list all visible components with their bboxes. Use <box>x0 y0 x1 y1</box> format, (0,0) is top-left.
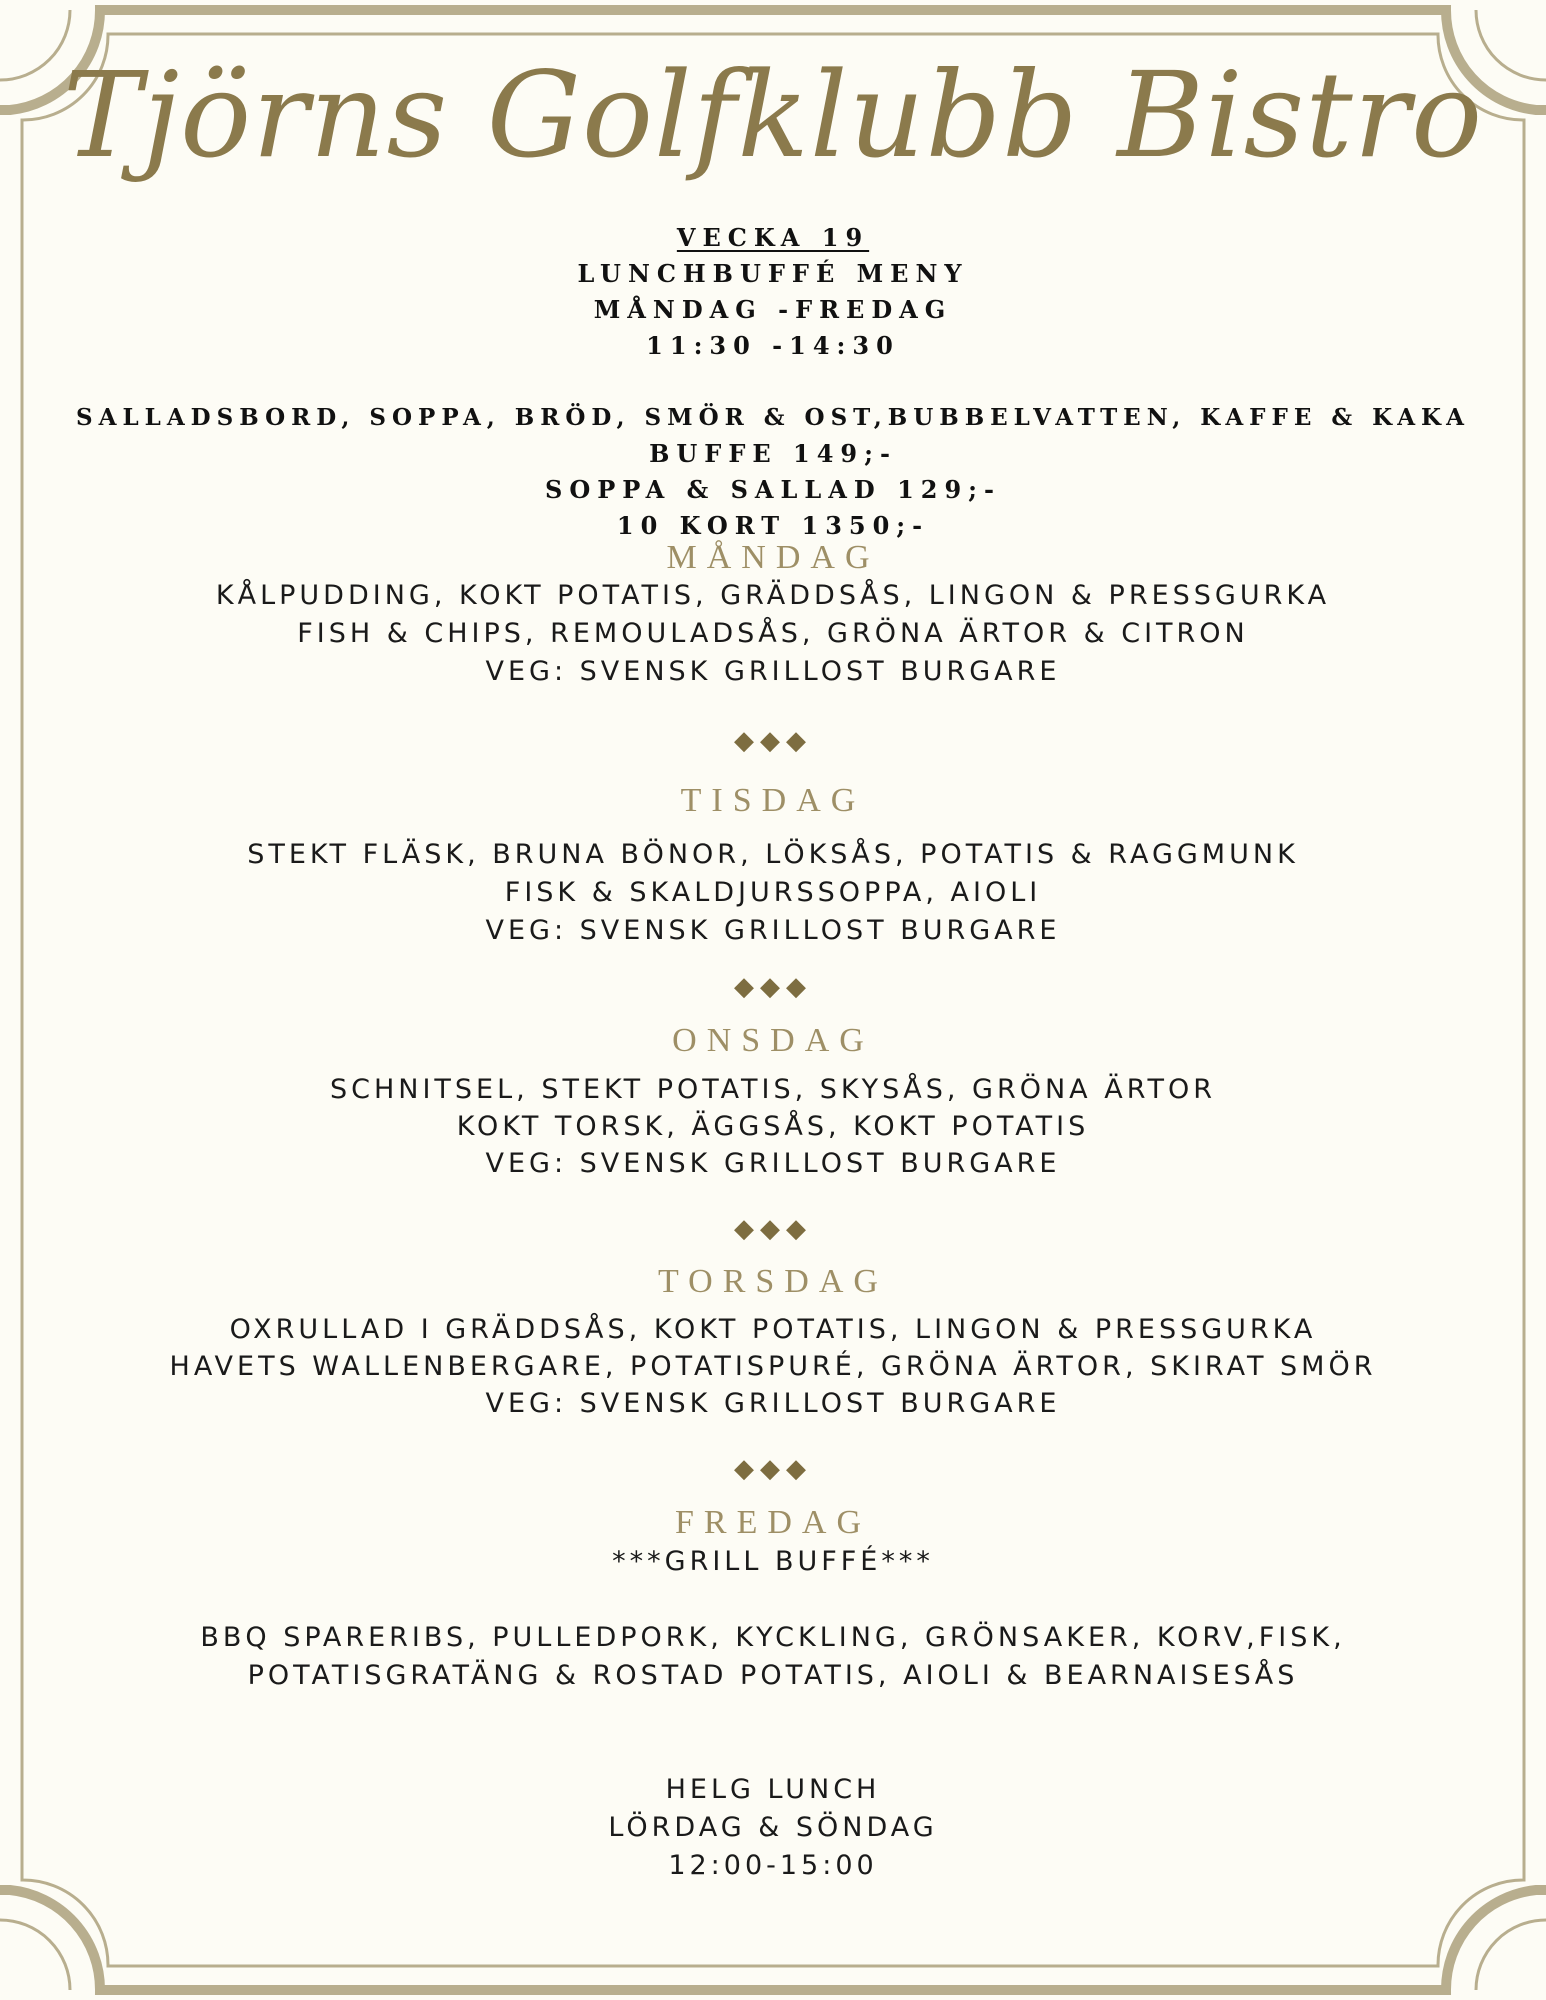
dish-thursday-veg: VEG: SVENSK GRILLOST BURGARE <box>485 1388 1061 1419</box>
dish-friday-1: BBQ SPARERIBS, PULLEDPORK, KYCKLING, GRÖNSAKER, KORV,FISK, <box>200 1622 1346 1653</box>
restaurant-title: Tjörns Golfklubb Bistro <box>62 46 1484 184</box>
dish-tuesday-1: STEKT FLÄSK, BRUNA BÖNOR, LÖKSÅS, POTATIS & RAGGMUNK <box>247 839 1299 870</box>
buffet-includes: SALLADSBORD, SOPPA, BRÖD, SMÖR & OST,BUBBELVATTEN, KAFFE & KAKA <box>76 404 1470 431</box>
dish-wednesday-2: KOKT TORSK, ÄGGSÅS, KOKT POTATIS <box>456 1111 1090 1142</box>
dish-monday-veg: VEG: SVENSK GRILLOST BURGARE <box>485 656 1061 687</box>
dish-wednesday-veg: VEG: SVENSK GRILLOST BURGARE <box>485 1148 1061 1179</box>
day-heading-tuesday: TISDAG <box>680 782 866 819</box>
dish-friday-2: POTATISGRATÄNG & ROSTAD POTATIS, AIOLI & BEARNAISESÅS <box>247 1660 1299 1691</box>
diamond-divider: ◆◆◆ <box>734 726 812 756</box>
dish-tuesday-veg: VEG: SVENSK GRILLOST BURGARE <box>485 915 1061 946</box>
diamond-divider: ◆◆◆ <box>734 972 812 1002</box>
dish-tuesday-2: FISK & SKALDJURSSOPPA, AIOLI <box>504 877 1042 908</box>
diamond-divider: ◆◆◆ <box>734 1454 812 1484</box>
price-buffe: BUFFE 149;- <box>649 439 897 468</box>
diamond-divider: ◆◆◆ <box>734 1214 812 1244</box>
day-heading-thursday: TORSDAG <box>658 1263 888 1300</box>
menu-days: MÅNDAG -FREDAG <box>593 295 953 324</box>
dish-thursday-2: HAVETS WALLENBERGARE, POTATISPURÉ, GRÖNA ÄRTOR, SKIRAT SMÖR <box>169 1351 1377 1382</box>
dish-wednesday-1: SCHNITSEL, STEKT POTATIS, SKYSÅS, GRÖNA ÄRTOR <box>329 1074 1217 1105</box>
dish-monday-1: KÅLPUDDING, KOKT POTATIS, GRÄDDSÅS, LINGON & PRESSGURKA <box>215 580 1331 611</box>
menu-hours: 11:30 -14:30 <box>646 331 900 360</box>
dish-thursday-1: OXRULLAD I GRÄDDSÅS, KOKT POTATIS, LINGON & PRESSGURKA <box>229 1314 1317 1345</box>
weekend-hours: 12:00-15:00 <box>668 1850 878 1881</box>
day-heading-wednesday: ONSDAG <box>672 1022 874 1059</box>
day-heading-monday: MÅNDAG <box>666 539 880 576</box>
day-heading-friday: FREDAG <box>674 1504 872 1541</box>
price-soup-salad: SOPPA & SALLAD 129;- <box>545 475 1001 504</box>
week-label: VECKA 19 <box>676 223 870 252</box>
dish-monday-2: FISH & CHIPS, REMOULADSÅS, GRÖNA ÄRTOR & CITRON <box>297 618 1249 649</box>
weekend-title: HELG LUNCH <box>665 1774 881 1805</box>
price-punch-card: 10 KORT 1350;- <box>616 511 930 540</box>
friday-subtitle: ***GRILL BUFFÉ*** <box>612 1546 934 1577</box>
menu-name: LUNCHBUFFÉ MENY <box>577 259 969 288</box>
weekend-days: LÖRDAG & SÖNDAG <box>608 1812 938 1843</box>
